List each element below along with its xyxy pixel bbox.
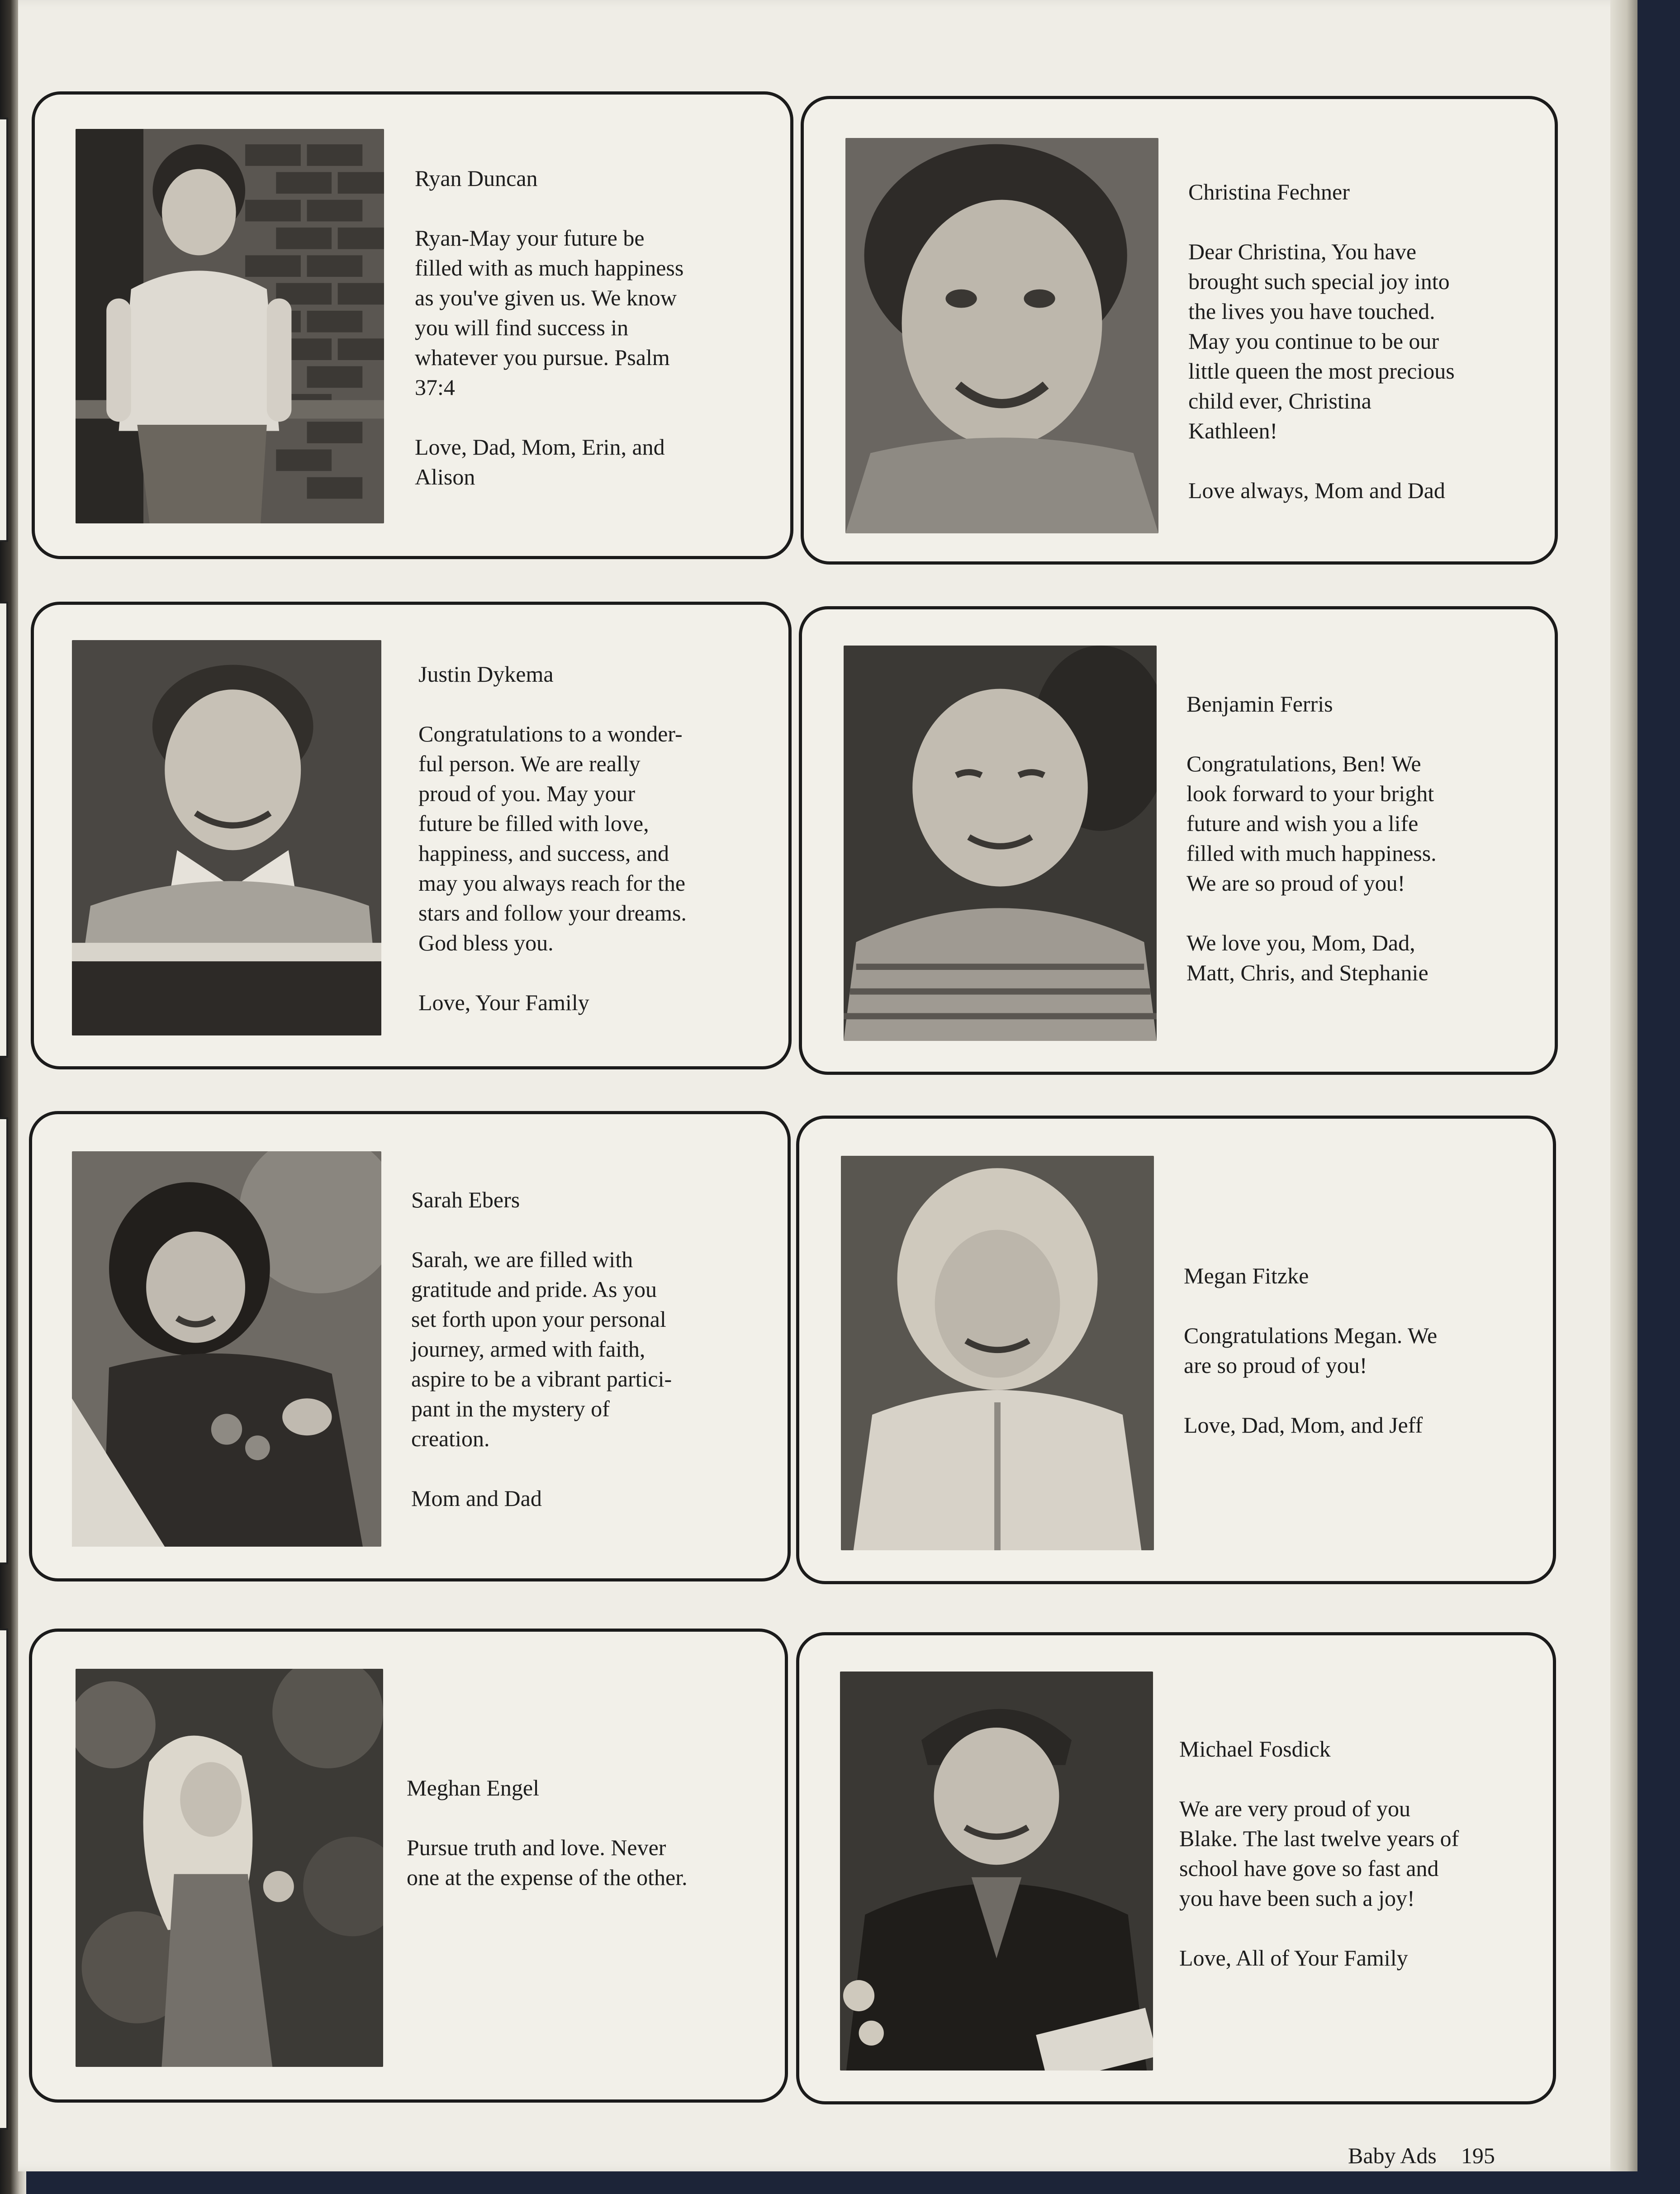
ad-message: Congratulations Megan. We are so proud of you! <box>1184 1323 1438 1378</box>
ad-message: Pursue truth and love. Never one at the expense of the other. <box>407 1835 688 1890</box>
spine-strip <box>0 118 8 542</box>
ad-card-ryan-duncan <box>32 91 793 559</box>
photo-sarah-ebers <box>72 1151 381 1547</box>
ad-card-michael-fosdick <box>796 1632 1556 2104</box>
ad-text-benjamin-ferris <box>1186 689 1537 988</box>
photo-christina-fechner <box>845 138 1158 533</box>
photo-justin-dykema <box>72 640 381 1035</box>
child-name: Ryan Duncan <box>415 166 538 191</box>
ad-message: Sarah, we are filled with gratitude and pride. As you set forth upon your personal journey, armed with faith, aspire to be a vibrant partici- pant in the mystery of creation. <box>411 1247 672 1451</box>
spine-strip <box>0 602 8 1058</box>
ad-card-megan-fitzke <box>796 1116 1556 1584</box>
ad-message: Congratulations to a wonder- ful person. We are really proud of you. May your future be filled with love, happiness, and success, and may you always reach for the stars and follow your dreams. God bless you. <box>418 721 687 955</box>
spine-strip <box>0 1629 8 2130</box>
ad-signature: Love, Your Family <box>418 990 589 1015</box>
ad-message: Congratulations, Ben! We look forward to your bright future and wish you a life filled with much happiness. We are so proud of you! <box>1186 751 1437 896</box>
ad-text-michael-fosdick <box>1179 1734 1535 1973</box>
photo-meghan-engel <box>76 1669 383 2067</box>
ad-card-benjamin-ferris <box>799 606 1558 1075</box>
page-edge <box>1610 0 1637 2171</box>
ad-card-christina-fechner <box>801 96 1558 565</box>
ad-card-sarah-ebers <box>29 1111 791 1581</box>
child-name: Benjamin Ferris <box>1186 691 1333 717</box>
page-footer <box>1348 2142 1495 2169</box>
child-name: Meghan Engel <box>407 1775 539 1800</box>
photo-ryan-duncan <box>76 129 384 523</box>
ad-text-christina-fechner <box>1188 177 1537 505</box>
ad-signature: Love, All of Your Family <box>1179 1945 1408 1971</box>
ad-message: Ryan-May your future be filled with as much happiness as you've given us. We know you will find success in whatever you pursue. Psalm 37:4 <box>415 225 684 400</box>
photo-megan-fitzke <box>841 1156 1154 1550</box>
ad-card-meghan-engel <box>29 1629 788 2103</box>
ad-text-sarah-ebers <box>411 1185 769 1513</box>
ad-message: Dear Christina, You have brought such special joy into the lives you have touched. May you continue to be our little queen the most precious child ever, Christina Kathleen! <box>1188 239 1455 443</box>
ad-signature: Love, Dad, Mom, Erin, and Alison <box>415 434 665 489</box>
child-name: Megan Fitzke <box>1184 1263 1309 1288</box>
yearbook-page <box>18 0 1637 2171</box>
child-name: Michael Fosdick <box>1179 1736 1331 1762</box>
ad-signature: We love you, Mom, Dad, Matt, Chris, and Stephanie <box>1186 930 1428 985</box>
ad-signature: Love always, Mom and Dad <box>1188 478 1445 503</box>
child-name: Sarah Ebers <box>411 1187 520 1212</box>
ad-text-megan-fitzke <box>1184 1261 1535 1440</box>
section-title: Baby Ads <box>1348 2143 1437 2168</box>
ad-signature: Mom and Dad <box>411 1486 542 1511</box>
page-number: 195 <box>1461 2143 1495 2168</box>
child-name: Christina Fechner <box>1188 179 1350 204</box>
ad-signature: Love, Dad, Mom, and Jeff <box>1184 1412 1423 1438</box>
photo-benjamin-ferris <box>844 646 1157 1041</box>
ad-text-ryan-duncan <box>415 163 772 492</box>
ad-card-justin-dykema <box>31 602 792 1069</box>
ad-text-meghan-engel <box>407 1773 767 1892</box>
child-name: Justin Dykema <box>418 661 554 687</box>
spine-strip <box>0 1117 8 1564</box>
ad-message: We are very proud of you Blake. The last twelve years of school have gove so fast and you have been such a joy! <box>1179 1796 1459 1911</box>
photo-michael-fosdick <box>840 1672 1153 2071</box>
ad-text-justin-dykema <box>418 659 770 1017</box>
